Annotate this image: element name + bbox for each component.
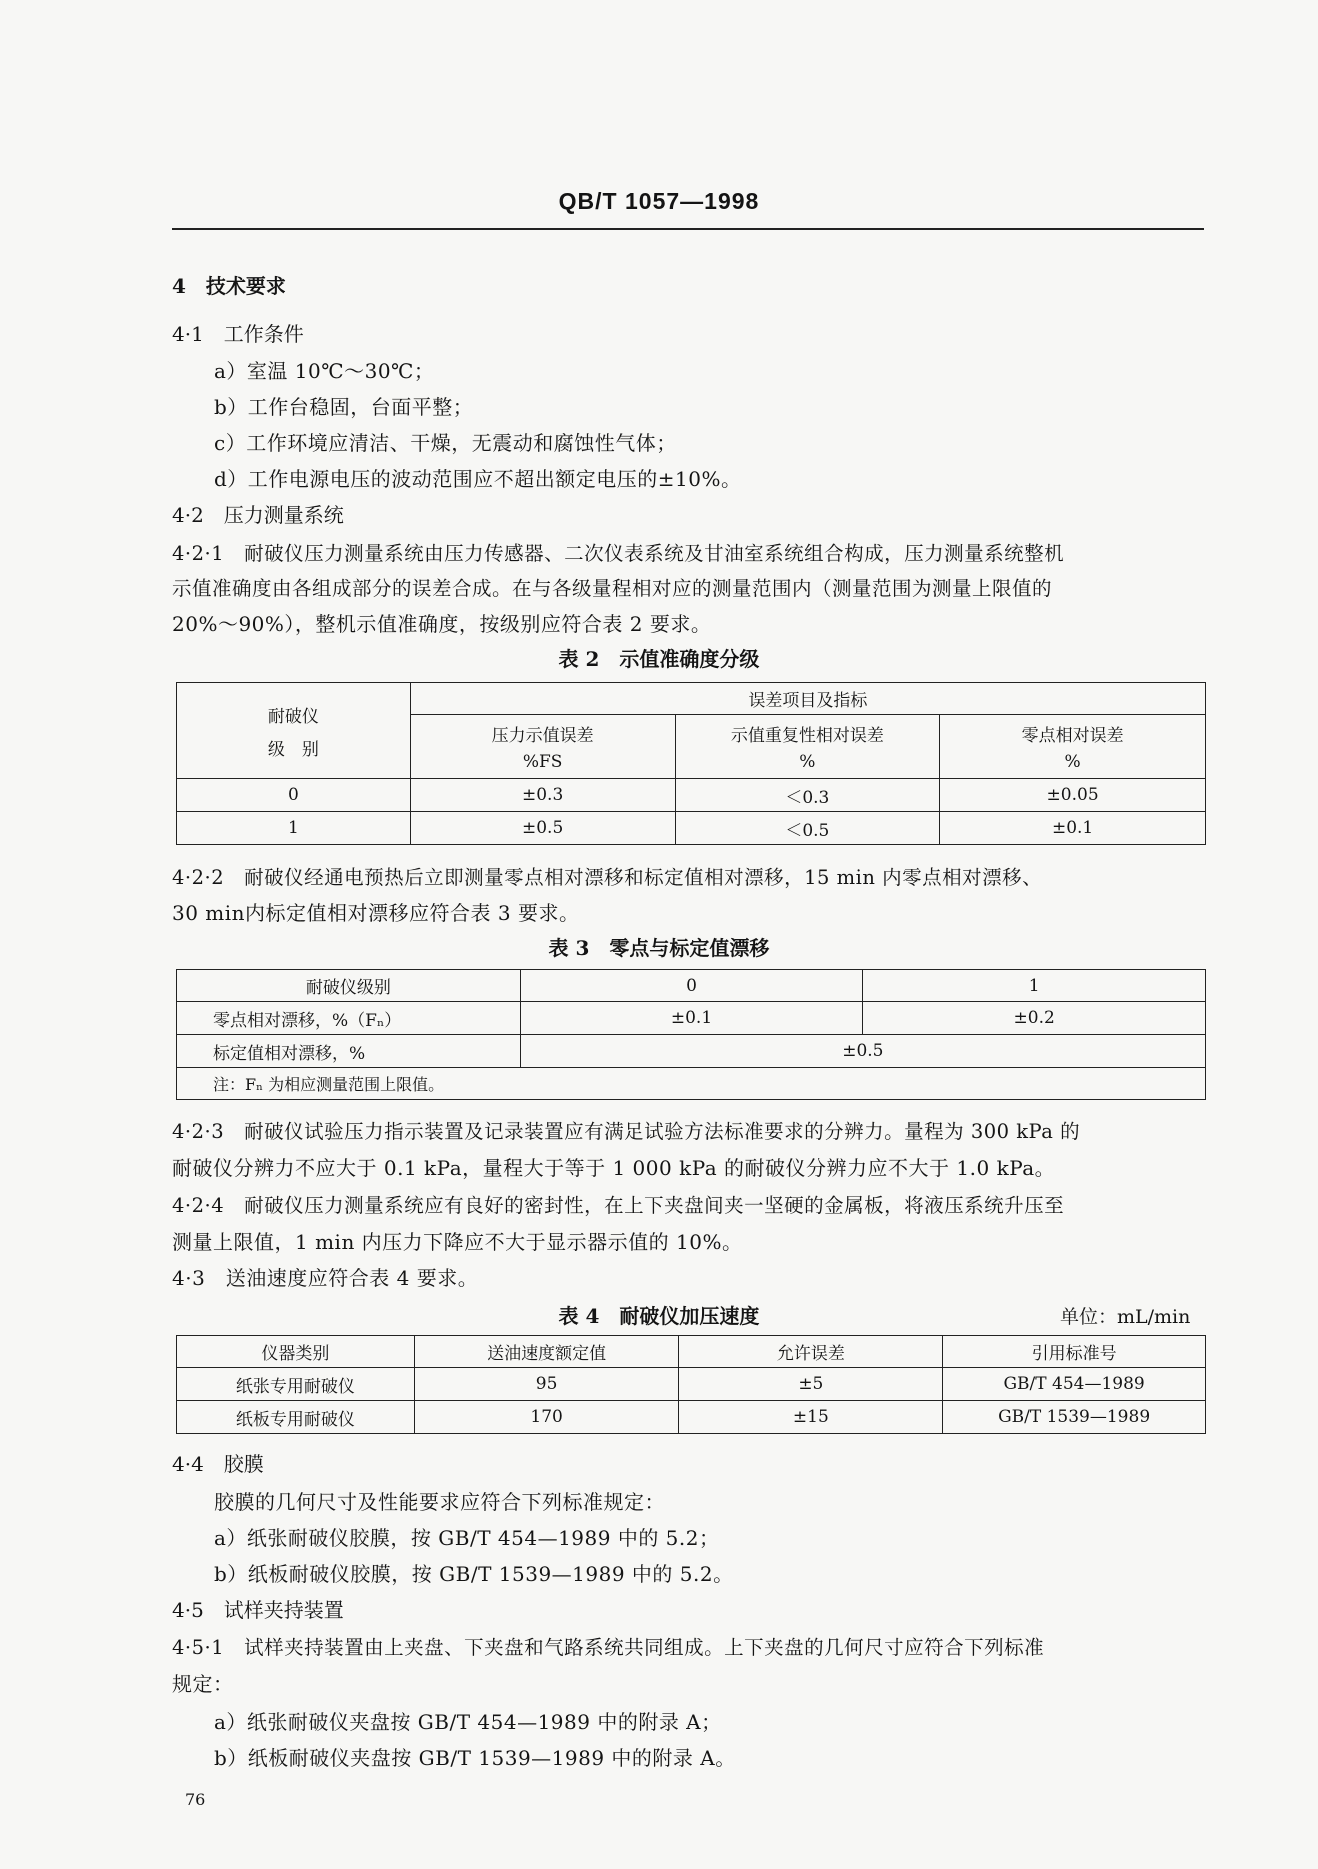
running-header: QB/T 1057—1998 <box>558 188 760 214</box>
section-4-title: 4 技术要求 <box>172 274 286 298</box>
para-4-4-intro: 胶膜的几何尺寸及性能要求应符合下列标准规定： <box>214 1490 665 1514</box>
para-4-2-1-line1: 4·2·1 耐破仪压力测量系统由压力传感器、二次仪表系统及甘油室系统组合构成，压力测量系统整机 <box>172 542 1065 565</box>
table-3 <box>176 969 1206 1100</box>
item-4-5-b: b）纸板耐破仪夹盘按 GB/T 1539—1989 中的附录 A。 <box>214 1746 736 1770</box>
table-2 <box>176 682 1206 845</box>
item-4-1-b: b）工作台稳固，台面平整； <box>214 395 474 419</box>
section-4-3: 4·3 送油速度应符合表 4 要求。 <box>172 1266 479 1290</box>
table-4-unit: 单位：mL/min <box>1060 1306 1191 1328</box>
table-3-caption: 表 3 零点与标定值漂移 <box>548 936 770 960</box>
para-4-5-1-line1: 4·5·1 试样夹持装置由上夹盘、下夹盘和气路系统共同组成。上下夹盘的几何尺寸应符合下列标准 <box>172 1636 1045 1659</box>
table-row: 0 ±0.3 ＜0.3 ±0.05 <box>177 779 1206 812</box>
para-4-2-1-line2: 示值准确度由各组成部分的误差合成。在与各级量程相对应的测量范围内（测量范围为测量上限值的 <box>172 577 1053 600</box>
t2-group-header: 误差项目及指标 <box>410 683 1205 715</box>
header-rule <box>172 228 1204 230</box>
table-4-caption: 表 4 耐破仪加压速度 <box>558 1304 760 1328</box>
table-4 <box>176 1335 1206 1434</box>
t3-header-0: 0 <box>520 970 863 1002</box>
t2-header-pressure-error: 压力示值误差 %FS <box>410 715 675 779</box>
t3-header-grade: 耐破仪级别 <box>177 970 521 1002</box>
para-4-2-3-line1: 4·2·3 耐破仪试验压力指示装置及记录装置应有满足试验方法标准要求的分辨力。量程为 300 kPa 的 <box>172 1120 1081 1143</box>
t3-header-1: 1 <box>863 970 1206 1002</box>
table-row: 零点相对漂移，%（Fₙ） ±0.1 ±0.2 <box>177 1002 1206 1035</box>
t4-header: 仪器类别 <box>177 1336 415 1368</box>
section-4-5-title: 4·5 试样夹持装置 <box>172 1598 344 1622</box>
page-number: 76 <box>185 1790 206 1809</box>
para-4-2-2-line2: 30 min内标定值相对漂移应符合表 3 要求。 <box>172 901 580 925</box>
para-4-5-1-line2: 规定： <box>172 1672 234 1696</box>
section-4-4-title: 4·4 胶膜 <box>172 1452 264 1476</box>
table-row: 标定值相对漂移，% ±0.5 <box>177 1035 1206 1068</box>
para-4-2-4-line1: 4·2·4 耐破仪压力测量系统应有良好的密封性，在上下夹盘间夹一坚硬的金属板，将液压系统升压至 <box>172 1194 1065 1217</box>
t2-header-repeatability: 示值重复性相对误差 % <box>675 715 940 779</box>
table-row: 纸板专用耐破仪 170 ±15 GB/T 1539—1989 <box>177 1401 1206 1434</box>
item-4-5-a: a）纸张耐破仪夹盘按 GB/T 454—1989 中的附录 A； <box>214 1710 722 1734</box>
t4-header: 送油速度额定值 <box>414 1336 679 1368</box>
item-4-1-d: d）工作电源电压的波动范围应不超出额定电压的±10%。 <box>214 467 742 491</box>
item-4-4-a: a）纸张耐破仪胶膜，按 GB/T 454—1989 中的 5.2； <box>214 1526 720 1550</box>
table-row: 1 ±0.5 ＜0.5 ±0.1 <box>177 812 1206 845</box>
para-4-2-2-line1: 4·2·2 耐破仪经通电预热后立即测量零点相对漂移和标定值相对漂移，15 min 内零点相对漂移、 <box>172 866 1043 889</box>
item-4-1-c: c）工作环境应清洁、干燥，无震动和腐蚀性气体； <box>214 431 677 455</box>
t4-header: 引用标准号 <box>943 1336 1206 1368</box>
table-row: 纸张专用耐破仪 95 ±5 GB/T 454—1989 <box>177 1368 1206 1401</box>
t4-header: 允许误差 <box>679 1336 943 1368</box>
item-4-4-b: b）纸板耐破仪胶膜，按 GB/T 1539—1989 中的 5.2。 <box>214 1562 734 1586</box>
para-4-2-1-line3: 20%～90%），整机示值准确度，按级别应符合表 2 要求。 <box>172 612 712 636</box>
table-2-caption: 表 2 示值准确度分级 <box>558 647 760 671</box>
t3-note: 注：Fₙ 为相应测量范围上限值。 <box>177 1068 1206 1100</box>
para-4-2-4-line2: 测量上限值，1 min 内压力下降应不大于显示器示值的 10%。 <box>172 1230 743 1254</box>
para-4-2-3-line2: 耐破仪分辨力不应大于 0.1 kPa，量程大于等于 1 000 kPa 的耐破仪分辨力应不大于 1.0 kPa。 <box>172 1156 1056 1180</box>
t2-header-zero-error: 零点相对误差 % <box>940 715 1206 779</box>
section-4-2-title: 4·2 压力测量系统 <box>172 503 344 527</box>
item-4-1-a: a）室温 10℃～30℃； <box>214 359 435 383</box>
section-4-1-title: 4·1 工作条件 <box>172 322 304 346</box>
t2-col1-header: 耐破仪 级 别 <box>177 683 411 779</box>
